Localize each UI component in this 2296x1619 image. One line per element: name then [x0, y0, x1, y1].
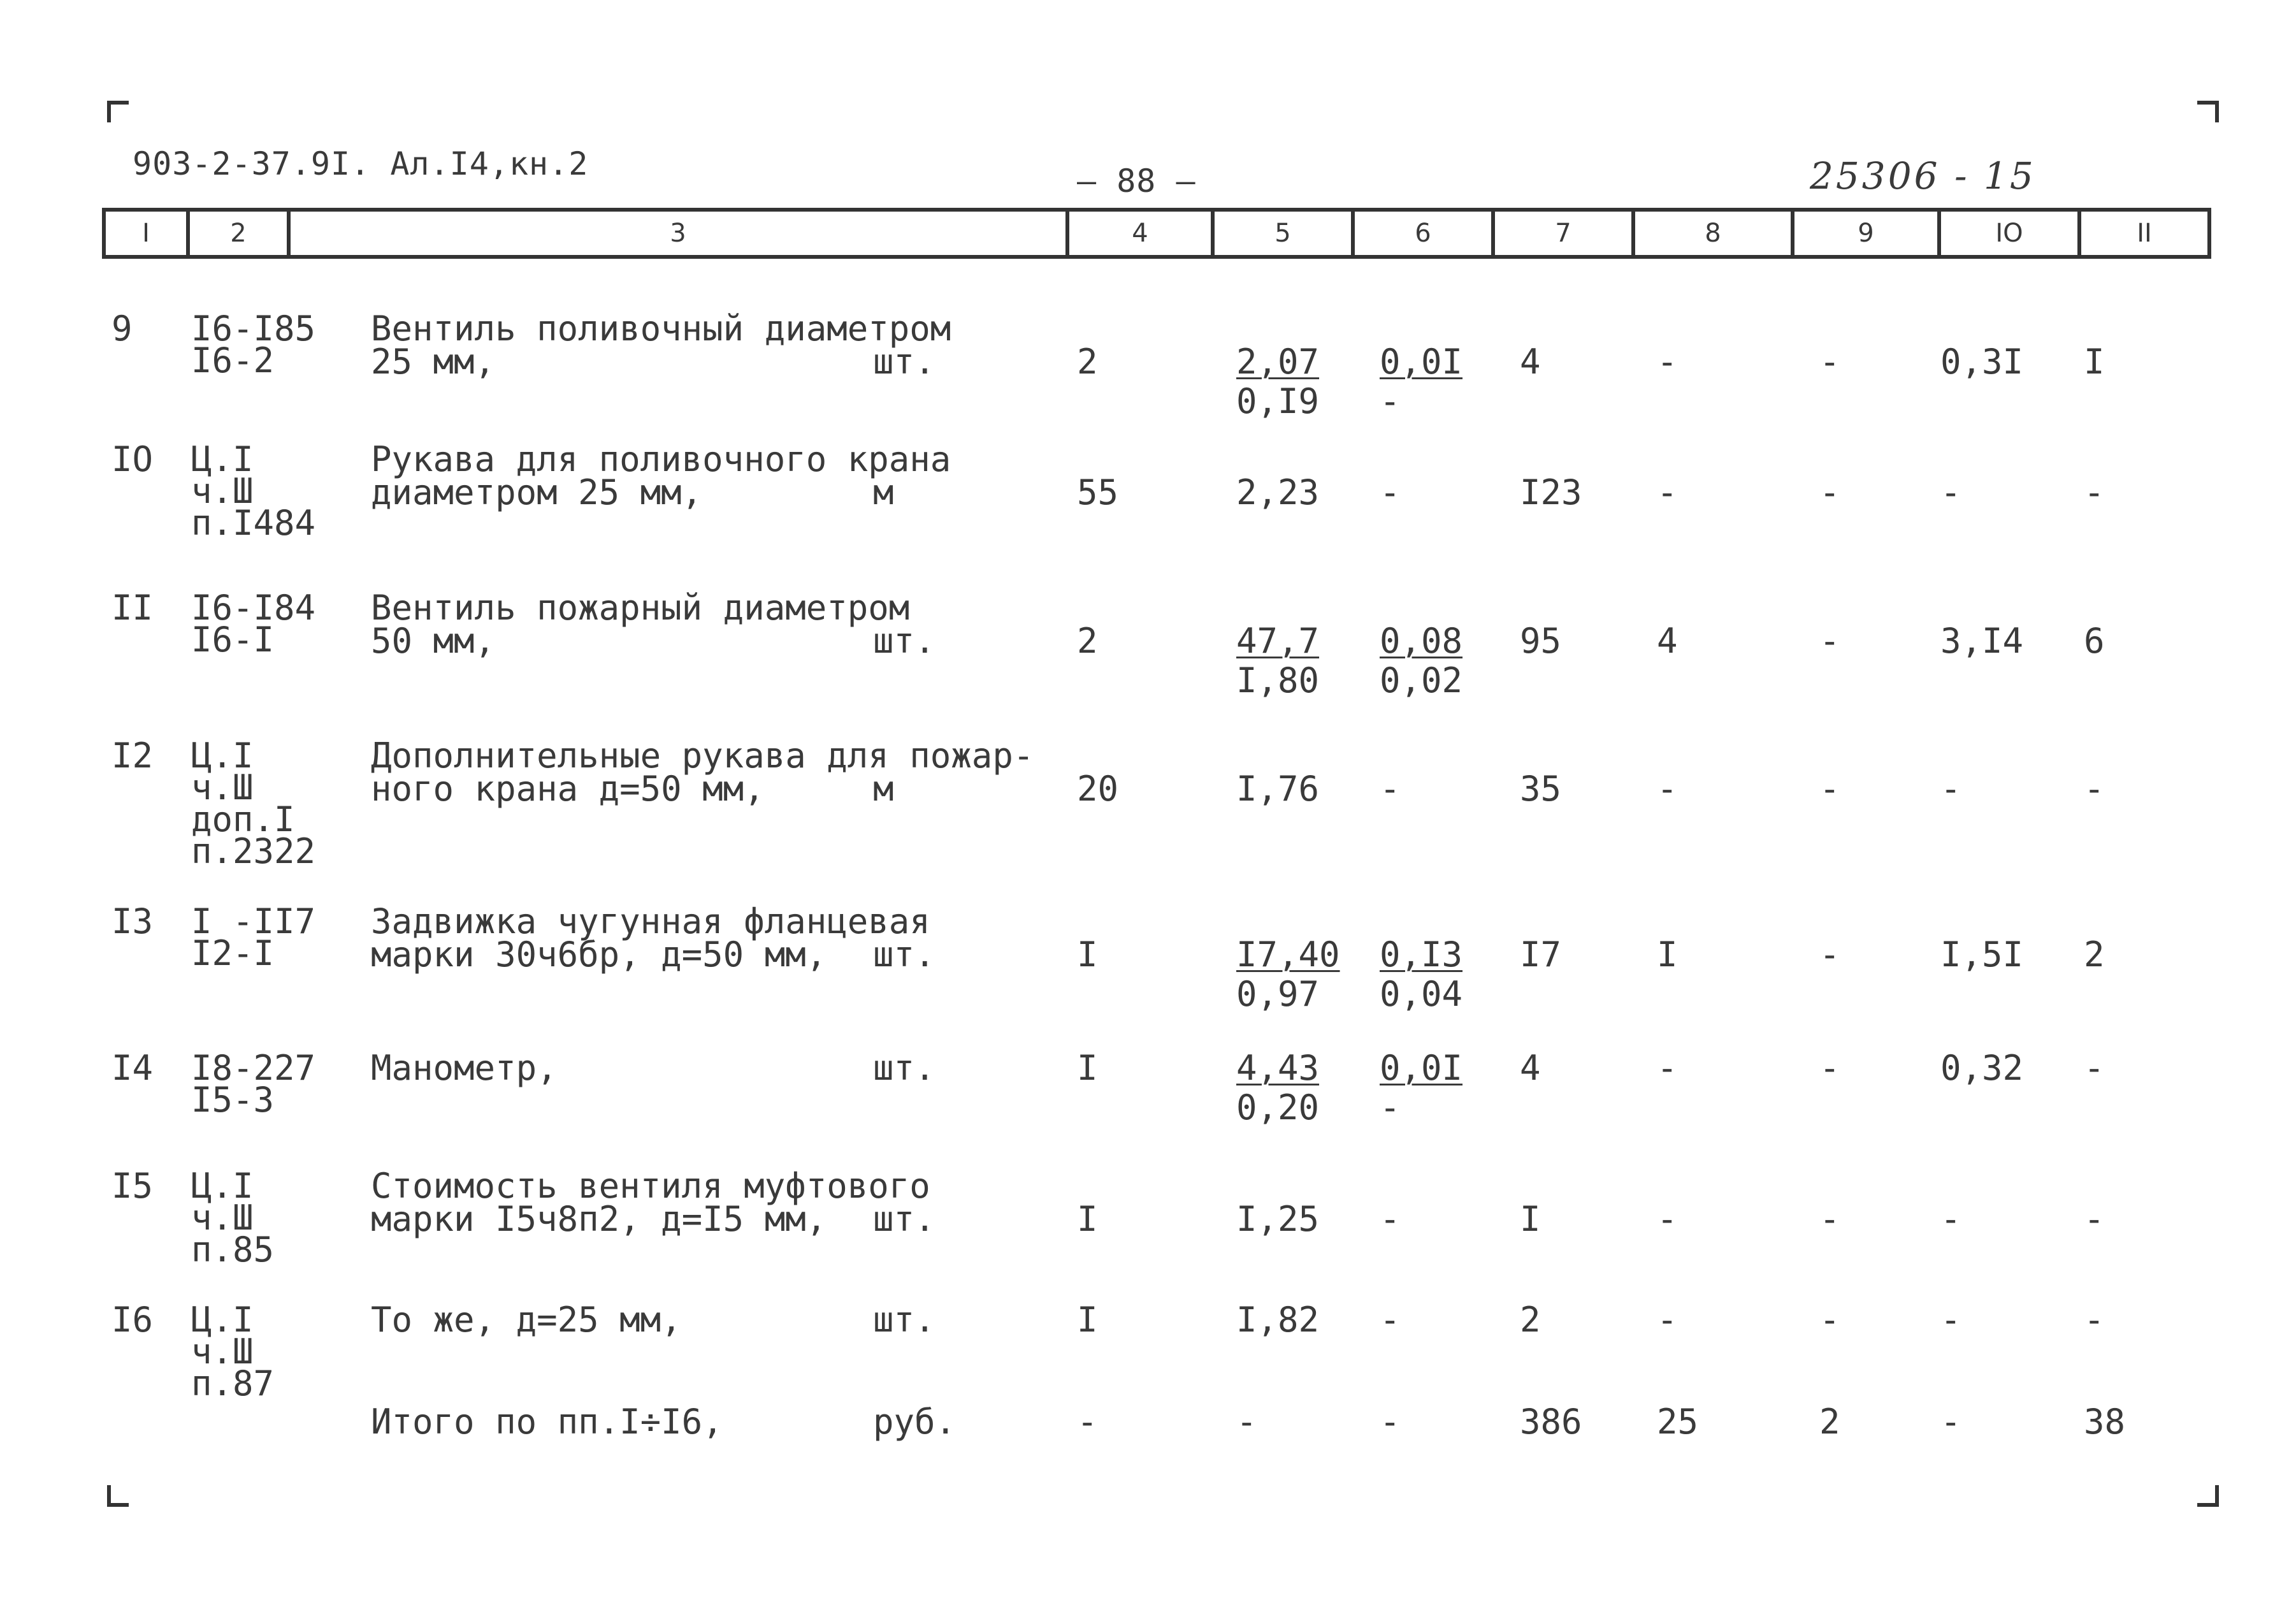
unit-cost-machines-wages: -	[1380, 381, 1401, 421]
unit-cost: 47,7	[1236, 621, 1320, 661]
unit-cost: I,25	[1236, 1199, 1320, 1239]
corner-mark-top-left	[107, 101, 129, 122]
labor-per-unit: 3,I4	[1940, 621, 2024, 661]
row-number: IO	[112, 439, 154, 479]
unit: шт.	[873, 621, 935, 661]
total-wages: -	[1657, 1199, 1678, 1239]
norm-code-line: Ц.I	[191, 1300, 254, 1340]
labor-per-unit: -	[1940, 1199, 1961, 1239]
row-number: I5	[112, 1166, 154, 1206]
column-header-5: 5	[1215, 212, 1355, 255]
unit-cost: 2,23	[1236, 472, 1320, 512]
item-name-line: 25 мм,	[371, 342, 496, 382]
norm-code-line: доп.I	[191, 799, 295, 839]
corner-mark-bottom-left	[107, 1485, 129, 1507]
quantity: I	[1077, 934, 1098, 975]
unit: шт.	[873, 1300, 935, 1340]
labor-total: -	[2084, 1199, 2105, 1239]
item-name-line: Дополнительные рукава для пожар-	[371, 736, 1034, 776]
quantity: 55	[1077, 472, 1119, 512]
norm-code-line: Ц.I	[191, 439, 254, 479]
unit-cost: I,76	[1236, 769, 1320, 809]
norm-code-line: Ц.I	[191, 1166, 254, 1206]
total-cost: 95	[1520, 621, 1562, 661]
norm-code-line: I2-I	[191, 933, 275, 973]
total-machines: -	[1819, 621, 1840, 661]
norm-code-line: I8-227	[191, 1048, 316, 1088]
item-name-line: Задвижка чугунная фланцевая	[371, 901, 930, 941]
norm-code-line: I5-3	[191, 1080, 275, 1120]
total-cost: 2	[1520, 1300, 1541, 1340]
total-col6: -	[1380, 1402, 1401, 1442]
labor-total: -	[2084, 769, 2105, 809]
total-cost: 4	[1520, 1048, 1541, 1088]
norm-code-line: п.87	[191, 1363, 275, 1404]
total-machines: 2	[1819, 1402, 1840, 1442]
norm-code-line: ч.Ш	[191, 1332, 254, 1372]
column-header-row	[102, 208, 2211, 259]
norm-code-line: п.2322	[191, 831, 316, 871]
unit: м	[873, 769, 894, 809]
total-machines: -	[1819, 472, 1840, 512]
corner-mark-top-right	[2197, 101, 2219, 122]
unit: шт.	[873, 934, 935, 975]
labor-per-unit: 0,32	[1940, 1048, 2024, 1088]
row-number: II	[112, 588, 154, 628]
item-name-line: 50 мм,	[371, 621, 496, 661]
labor-per-unit: -	[1940, 1300, 1961, 1340]
row-number: 9	[112, 309, 133, 349]
labor-total: 6	[2084, 621, 2105, 661]
column-header-9: 9	[1794, 212, 1941, 255]
total-wages: -	[1657, 1300, 1678, 1340]
column-header-6: 6	[1355, 212, 1495, 255]
total-cost: 35	[1520, 769, 1562, 809]
norm-code-line: I6-I	[191, 620, 275, 660]
unit-cost-machines: 0,0I	[1380, 342, 1463, 382]
total-cost: I	[1520, 1199, 1541, 1239]
column-header-4: 4	[1069, 212, 1215, 255]
handwritten-number: 25306 - 15	[1810, 154, 2036, 198]
document-code: 903-2-37.9I. Ал.I4,кн.2	[133, 145, 589, 182]
quantity: 20	[1077, 769, 1119, 809]
labor-per-unit: -	[1940, 769, 1961, 809]
labor-total: -	[2084, 1300, 2105, 1340]
norm-code-line: I -II7	[191, 901, 316, 941]
corner-mark-bottom-right	[2197, 1485, 2219, 1507]
unit-cost-machines: -	[1380, 769, 1401, 809]
item-name-line: Рукава для поливочного крана	[371, 439, 951, 479]
unit-cost-wages: I,80	[1236, 660, 1320, 701]
unit-cost-machines: 0,08	[1380, 621, 1463, 661]
unit-cost-wages: 0,20	[1236, 1087, 1320, 1128]
norm-code-line: п.85	[191, 1230, 275, 1270]
quantity: 2	[1077, 342, 1098, 382]
quantity: I	[1077, 1048, 1098, 1088]
unit-cost: 4,43	[1236, 1048, 1320, 1088]
unit-cost-machines: 0,I3	[1380, 934, 1463, 975]
item-name-line: Стоимость вентиля муфтового	[371, 1166, 930, 1206]
row-number: I2	[112, 736, 154, 776]
total-cost: I23	[1520, 472, 1582, 512]
unit-cost-machines: -	[1380, 1199, 1401, 1239]
labor-total: 2	[2084, 934, 2105, 975]
norm-code-line: ч.Ш	[191, 767, 254, 808]
total-wages: -	[1657, 769, 1678, 809]
column-header-10: IO	[1941, 212, 2081, 255]
total-machines: -	[1819, 769, 1840, 809]
item-name-line: марки 30ч6бр, д=50 мм,	[371, 934, 827, 975]
page-number: — 88 —	[1077, 163, 1196, 200]
total-machines: -	[1819, 1199, 1840, 1239]
total-cost: I7	[1520, 934, 1562, 975]
item-name-line: диаметром 25 мм,	[371, 472, 703, 512]
column-header-3: 3	[291, 212, 1069, 255]
labor-total: -	[2084, 472, 2105, 512]
total-labor: 38	[2084, 1402, 2126, 1442]
column-header-2: 2	[190, 212, 291, 255]
item-name-line: Вентиль поливочный диаметром	[371, 309, 951, 349]
total-wages: -	[1657, 342, 1678, 382]
column-header-8: 8	[1635, 212, 1794, 255]
total-quantity: -	[1077, 1402, 1098, 1442]
quantity: 2	[1077, 621, 1098, 661]
unit: шт.	[873, 1199, 935, 1239]
labor-per-unit: -	[1940, 472, 1961, 512]
total-machines: -	[1819, 934, 1840, 975]
norm-code-line: ч.Ш	[191, 471, 254, 511]
total-cost: 386	[1520, 1402, 1582, 1442]
total-label: Итого по пп.I÷I6,	[371, 1402, 723, 1442]
quantity: I	[1077, 1300, 1098, 1340]
unit-cost: I7,40	[1236, 934, 1340, 975]
total-wages: -	[1657, 472, 1678, 512]
unit-cost-machines: -	[1380, 472, 1401, 512]
unit-cost: 2,07	[1236, 342, 1320, 382]
unit-cost: I,82	[1236, 1300, 1320, 1340]
unit-cost-machines-wages: 0,04	[1380, 974, 1463, 1014]
item-name-line: Манометр,	[371, 1048, 558, 1088]
unit-cost-wages: 0,97	[1236, 974, 1320, 1014]
total-machines: -	[1819, 1048, 1840, 1088]
total-wages: I	[1657, 934, 1678, 975]
quantity: I	[1077, 1199, 1098, 1239]
row-number: I3	[112, 901, 154, 941]
labor-total: I	[2084, 342, 2105, 382]
labor-per-unit: 0,3I	[1940, 342, 2024, 382]
unit-cost-machines: -	[1380, 1300, 1401, 1340]
column-header-7: 7	[1495, 212, 1635, 255]
norm-code-line: I6-I85	[191, 309, 316, 349]
total-machines: -	[1819, 342, 1840, 382]
column-header-1: I	[106, 212, 190, 255]
unit: шт.	[873, 1048, 935, 1088]
norm-code-line: Ц.I	[191, 736, 254, 776]
item-name-line: марки I5ч8п2, д=I5 мм,	[371, 1199, 827, 1239]
unit-cost-machines-wages: 0,02	[1380, 660, 1463, 701]
total-unit: руб.	[873, 1402, 957, 1442]
unit-cost-machines-wages: -	[1380, 1087, 1401, 1128]
total-wages: 4	[1657, 621, 1678, 661]
column-header-11: II	[2137, 219, 2152, 248]
item-name-line: ного крана д=50 мм,	[371, 769, 765, 809]
row-number: I4	[112, 1048, 154, 1088]
item-name-line: Вентиль пожарный диаметром	[371, 588, 910, 628]
norm-code-line: I6-2	[191, 340, 275, 381]
total-wages: -	[1657, 1048, 1678, 1088]
item-name-line: То же, д=25 мм,	[371, 1300, 682, 1340]
unit: м	[873, 472, 894, 512]
unit-cost-wages: 0,I9	[1236, 381, 1320, 421]
norm-code-line: I6-I84	[191, 588, 316, 628]
norm-code-line: п.I484	[191, 503, 316, 543]
row-number: I6	[112, 1300, 154, 1340]
unit-cost-machines: 0,0I	[1380, 1048, 1463, 1088]
total-cost: 4	[1520, 342, 1541, 382]
total-col5: -	[1236, 1402, 1257, 1442]
unit: шт.	[873, 342, 935, 382]
labor-per-unit: I,5I	[1940, 934, 2024, 975]
labor-total: -	[2084, 1048, 2105, 1088]
total-col10: -	[1940, 1402, 1961, 1442]
norm-code-line: ч.Ш	[191, 1198, 254, 1238]
total-wages: 25	[1657, 1402, 1699, 1442]
total-machines: -	[1819, 1300, 1840, 1340]
